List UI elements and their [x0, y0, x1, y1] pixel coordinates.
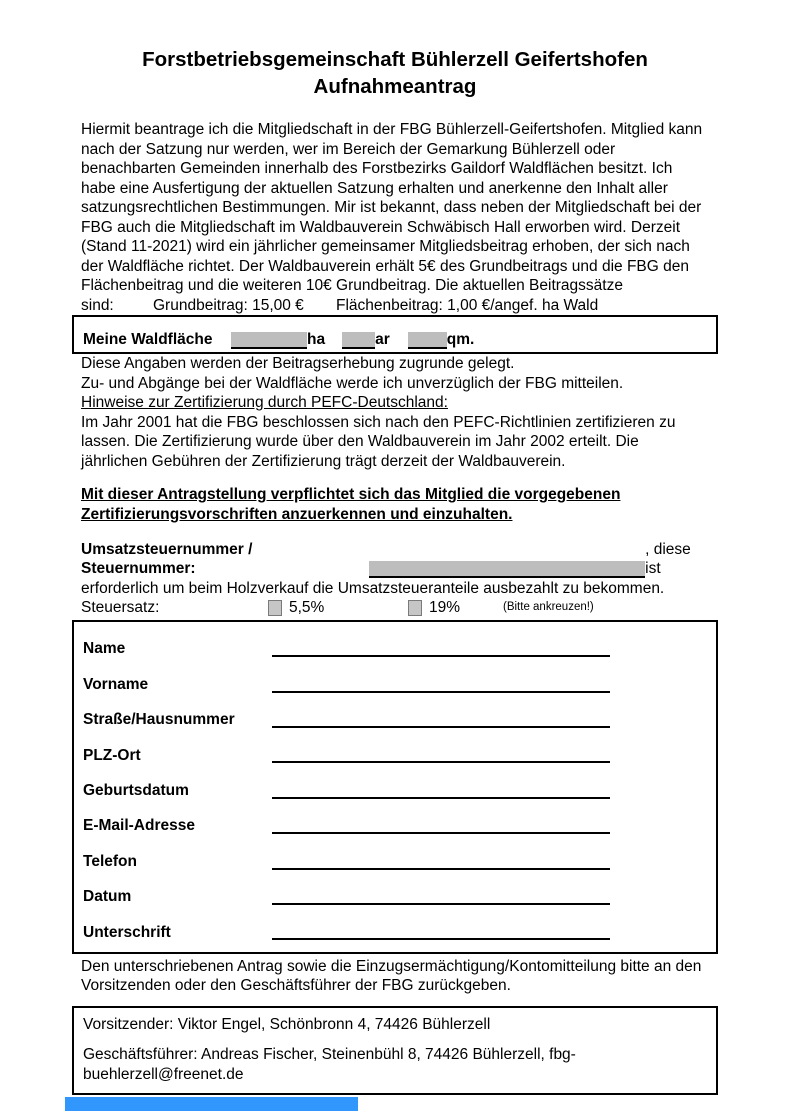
- ankreuzen-note: (Bitte ankreuzen!): [503, 601, 594, 613]
- commitment-statement: Mit dieser Antragstellung verpflichtet sich das Mitglied die vorgegebenen Zertifizierungsvorschriften anzuerkennen und einzuhalten.: [81, 486, 621, 523]
- geburtsdatum-label: Geburtsdatum: [83, 782, 189, 799]
- unit-qm-label: qm.: [446, 330, 475, 348]
- form-row-vorname: [83, 667, 716, 702]
- unterschrift-label: Unterschrift: [83, 923, 171, 941]
- name-input-line: [272, 641, 610, 657]
- datum-label: Datum: [83, 888, 132, 906]
- rates-line: [81, 296, 709, 316]
- vorname-input-line: [272, 677, 610, 693]
- form-row-plz-ort: [83, 738, 716, 773]
- rates-prefix: sind:: [81, 296, 114, 314]
- return-note: Den unterschriebenen Antrag sowie die Einzugsermächtigung/Kontomitteilung bitte an den Vorsitzenden oder den Geschäftsführer der FBG zurückgeben.: [81, 957, 702, 994]
- geburtsdatum-input-line: [272, 783, 610, 799]
- checkbox-5-5-percent[interactable]: [268, 600, 282, 616]
- waldflaeche-qm-field[interactable]: [408, 332, 447, 349]
- vorname-label: Vorname: [83, 675, 149, 693]
- steuersatz-option-19: [408, 598, 503, 618]
- strasse-input-line: [272, 712, 610, 728]
- vorsitzender-line: Vorsitzender: Viktor Engel, Schönbronn 4, 74426 Bühlerzell: [83, 1015, 491, 1033]
- checkbox-19-percent[interactable]: [408, 600, 422, 616]
- option-19-label: 19%: [429, 599, 461, 616]
- telefon-label: Telefon: [83, 852, 137, 870]
- form-row-email: [83, 808, 716, 843]
- unterschrift-input-line: [272, 924, 610, 940]
- beitrag-note-2: Zu- und Abgänge bei der Waldfläche werde ich unverzüglich der FBG mitteilen.: [81, 374, 624, 392]
- flaechenbeitrag-rate: Flächenbeitrag: 1,00 €/angef. ha Wald: [336, 296, 599, 314]
- waldflaeche-ha-field[interactable]: [231, 332, 307, 349]
- waldflaeche-label: Meine Waldfläche: [83, 330, 213, 348]
- form-row-name: [83, 632, 716, 667]
- unit-ha-label: ha: [307, 330, 326, 348]
- form-row-geburtsdatum: [83, 773, 716, 808]
- form-row-strasse: [83, 702, 716, 737]
- personal-data-box: [72, 620, 718, 954]
- tax-number-line: [81, 540, 709, 579]
- selection-highlight: [65, 1097, 358, 1111]
- steuersatz-line: [81, 598, 709, 618]
- plz-ort-input-line: [272, 747, 610, 763]
- strasse-label: Straße/Hausnummer: [83, 711, 235, 729]
- beitrag-note-1: Diese Angaben werden der Beitragserhebung zugrunde gelegt.: [81, 355, 515, 372]
- contacts-box: [72, 1006, 718, 1096]
- form-row-unterschrift: [83, 915, 716, 950]
- tax-note-line: erforderlich um beim Holzverkauf die Umsatzsteueranteile ausbezahlt zu bekommen.: [81, 579, 665, 597]
- email-label: E-Mail-Adresse: [83, 817, 195, 835]
- steuersatz-option-55: [268, 598, 408, 618]
- tax-number-suffix: , diese ist: [645, 540, 691, 577]
- plz-ort-label: PLZ-Ort: [83, 746, 141, 764]
- title-line-1: Forstbetriebsgemeinschaft Bühlerzell Geifertshofen: [142, 48, 648, 71]
- form-row-telefon: [83, 844, 716, 879]
- name-label: Name: [83, 640, 126, 658]
- title-line-2: Aufnahmeantrag: [313, 75, 477, 98]
- tax-number-field[interactable]: [369, 561, 645, 578]
- pefc-paragraph: Im Jahr 2001 hat die FBG beschlossen sich nach den PEFC-Richtlinien zertifizieren zu lassen. Die Zertifizierung wurde über den Waldbauverein im Jahr 2002 erteilt. Die jährlichen Gebühren der Zertifizierung trägt derzeit der Waldbauverein.: [81, 413, 676, 470]
- geschaeftsfuehrer-line: Geschäftsführer: Andreas Fischer, Steinenbühl 8, 74426 Bühlerzell, fbg-buehlerzell@freenet.de: [83, 1046, 576, 1083]
- tax-number-label: Umsatzsteuernummer / Steuernummer:: [81, 540, 253, 577]
- form-row-datum: [83, 879, 716, 914]
- waldflaeche-box: [72, 315, 718, 354]
- email-input-line: [272, 818, 610, 834]
- option-5-5-label: 5,5%: [289, 599, 325, 616]
- contacts-spacer: [83, 1034, 707, 1045]
- document-title: [81, 46, 709, 100]
- pefc-heading: Hinweise zur Zertifizierung durch PEFC-Deutschland:: [81, 394, 448, 411]
- waldflaeche-ar-field[interactable]: [342, 332, 375, 349]
- datum-input-line: [272, 889, 610, 905]
- telefon-input-line: [272, 854, 610, 870]
- steuersatz-label: Steuersatz:: [81, 599, 160, 616]
- grundbeitrag-rate: Grundbeitrag: 15,00 €: [153, 296, 304, 314]
- unit-ar-label: ar: [375, 330, 390, 348]
- intro-paragraph: Hiermit beantrage ich die Mitgliedschaft in der FBG Bühlerzell-Geifertshofen. Mitglied kann nach der Satzung nur werden, wer im Bereich der Gemarkung Bühlerzell oder benachbarten Gemeinden innerhalb des Forstbezirks Gaildorf Waldflächen besitzt. Ich habe eine Ausfertigung der aktuellen Satzung erhalten und anerkenne den Inhalt aller satzungsrechtlichen Bestimmungen. Mir ist bekannt, dass neben der Mitgliedschaft bei der FBG auch die Mitgliedschaft im Waldbauverein Schwäbisch Hall erworben wird. Derzeit (Stand 11-2021) wird ein jährlicher gemeinsamer Mitgliedsbeitrag erhoben, der sich nach der Waldfläche richtet. Der Waldbauverein erhält 5€ des Grundbeitrags und die FBG den Flächenbeitrag und die weiteren 10€ Grundbeitrag. Die aktuellen Beitragssätze: [81, 121, 703, 294]
